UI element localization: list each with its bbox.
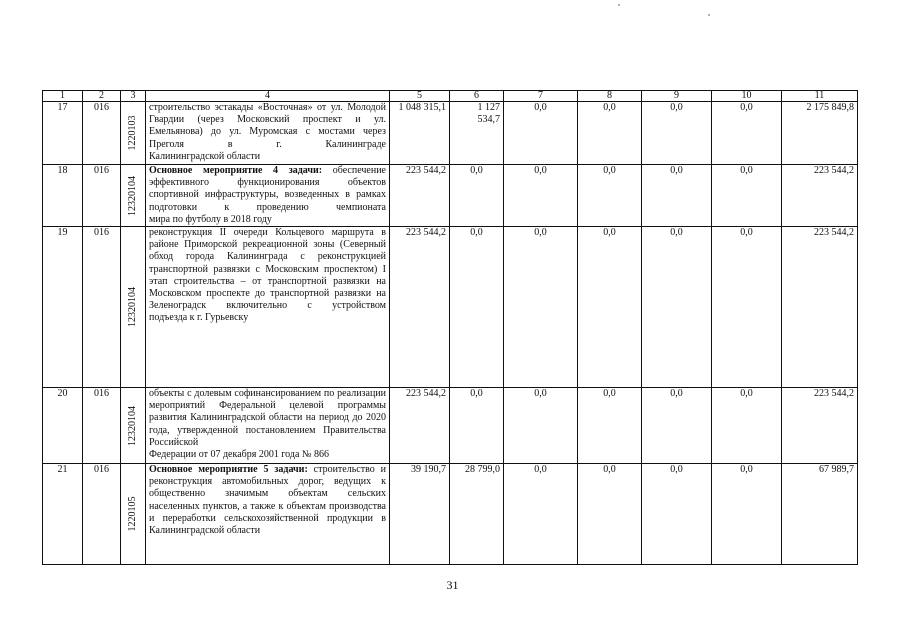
col-header: 11 [782,91,858,102]
activity-text-last: подъезда к г. Гурьевску [149,312,249,324]
value-col10: 0,0 [712,102,782,165]
value-col9: 0,0 [642,388,712,464]
value-col9: 0,0 [642,165,712,227]
value-col5: 223 544,2 [390,227,450,388]
header-row [43,91,858,102]
row-number: 19 [43,227,83,388]
activity-description [146,165,390,227]
activity-text: строительство и реконструкция автомобильных дорог, ведущих к общественно значимым объектам сельских населенных пунктов, а также к объектам производства и переработки сельскохозяйственной продукции в [149,464,386,524]
value-col7: 0,0 [504,388,578,464]
value-col11-total: 223 544,2 [782,388,858,464]
activity-heading: Основное мероприятие 5 задачи: [149,464,308,476]
value-col9: 0,0 [642,102,712,165]
program-code: 1220105 [126,496,138,532]
col-header: 5 [390,91,450,102]
value-col7: 0,0 [504,464,578,565]
scan-speck [618,4,620,6]
table-row [43,464,858,565]
activity-text: реконструкция II очереди Кольцевого маршрута в районе Приморской рекреационной зоны (Северный обход города Калининграда с реконструкцией транспортной развязки с Московским проспектом) I этап строительства – от транспортной развязки на Московском проспекте до транспортной развязки на Зеленоградск включительно с устройством [149,227,386,312]
activity-text-last: Калининградской области [149,525,261,537]
value-col6: 28 799,0 [450,464,504,565]
value-col5: 223 544,2 [390,388,450,464]
col-header: 1 [43,91,83,102]
program-code: 1220103 [126,115,138,151]
value-col8: 0,0 [578,388,642,464]
program-code-cell [121,165,146,227]
value-col8: 0,0 [578,102,642,165]
activity-description [146,102,390,165]
program-code: 12320104 [126,175,138,216]
col-header: 4 [146,91,390,102]
ministry-code: 016 [83,464,121,565]
col-header: 6 [450,91,504,102]
value-col10: 0,0 [712,165,782,227]
value-col8: 0,0 [578,165,642,227]
col-header: 9 [642,91,712,102]
program-code-cell [121,464,146,565]
table-row [43,227,858,388]
ministry-code: 016 [83,102,121,165]
value-col7: 0,0 [504,165,578,227]
activity-description [146,388,390,464]
activity-description [146,227,390,388]
activity-text-last: мира по футболу в 2018 году [149,213,272,225]
table-row [43,102,858,165]
value-col8: 0,0 [578,227,642,388]
activity-text-last: Федерации от 07 декабря 2001 года № 866 [149,449,329,461]
table-row [43,388,858,464]
col-header: 10 [712,91,782,102]
activity-heading: Основное мероприятие 4 задачи: [149,165,323,176]
value-col11-total: 2 175 849,8 [782,102,858,165]
row-number: 21 [43,464,83,565]
value-col7: 0,0 [504,227,578,388]
value-col6: 1 127 534,7 [450,102,504,165]
col-header: 7 [504,91,578,102]
value-col5: 39 190,7 [390,464,450,565]
program-code-cell [121,227,146,388]
program-code-cell [121,388,146,464]
activity-description [146,464,390,565]
value-col6: 0,0 [450,165,504,227]
row-number: 20 [43,388,83,464]
activity-text: объекты с долевым софинансированием по реализации мероприятий Федеральной целевой программы развития Калининградской области на период до 2020 года, утвержденной постановлением Правительства Российской [149,388,386,448]
activity-text: обеспечение эффективного функционирования объектов спортивной инфраструктуры, возведенных в рамках подготовки к проведению чемпионата [149,165,386,213]
value-col11-total: 223 544,2 [782,227,858,388]
table-row [43,165,858,227]
row-number: 17 [43,102,83,165]
ministry-code: 016 [83,165,121,227]
value-col10: 0,0 [712,388,782,464]
value-col6: 0,0 [450,227,504,388]
ministry-code: 016 [83,388,121,464]
value-col11-total: 223 544,2 [782,165,858,227]
value-col5: 1 048 315,1 [390,102,450,165]
program-code-cell [121,102,146,165]
col-header: 8 [578,91,642,102]
budget-table [42,90,858,565]
col-header: 2 [83,91,121,102]
value-col5: 223 544,2 [390,165,450,227]
value-col10: 0,0 [712,227,782,388]
row-number: 18 [43,165,83,227]
activity-text-last: Калининградской области [149,150,261,162]
program-code: 12320104 [126,287,138,328]
value-col11-total: 67 989,7 [782,464,858,565]
value-col9: 0,0 [642,464,712,565]
page-number: 31 [446,578,459,592]
value-col10: 0,0 [712,464,782,565]
value-col8: 0,0 [578,464,642,565]
scan-speck [708,14,710,16]
program-code: 12320104 [126,405,138,446]
value-col6: 0,0 [450,388,504,464]
col-header: 3 [121,91,146,102]
value-col7: 0,0 [504,102,578,165]
activity-text: строительство эстакады «Восточная» от ул. Молодой Гвардии (через Московский проспект и ул. Емельянова) до ул. Муромская с мостами через Преголя в г. Калининграде [149,102,386,150]
value-col9: 0,0 [642,227,712,388]
ministry-code: 016 [83,227,121,388]
